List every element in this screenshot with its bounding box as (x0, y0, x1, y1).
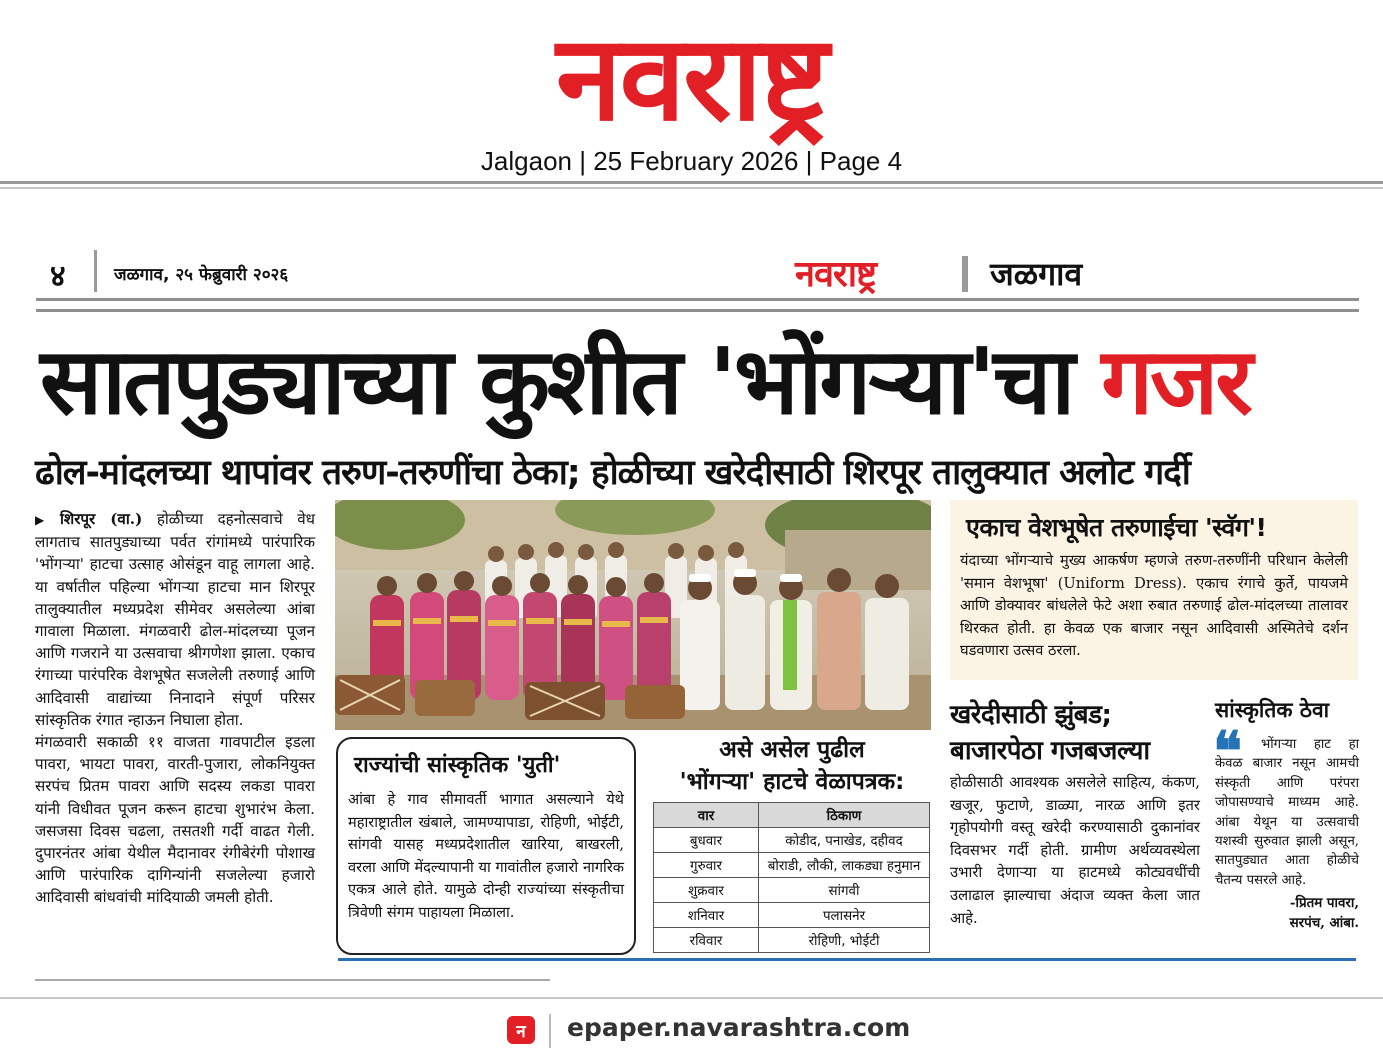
schedule-day: शुक्रवार (654, 878, 759, 903)
schedule-day: शनिवार (654, 903, 759, 928)
schedule-header-row (654, 803, 930, 828)
headline-main: सातपुड्याच्या कुशीत 'भोंगऱ्या'चा (40, 328, 1073, 435)
schedule-title-line-1: असे असेल पुढील (719, 737, 865, 763)
header-rule-2 (36, 309, 1359, 312)
lead-para-1-text: होळीच्या दहनोत्सवाचे वेध लागताच सातपुड्याच्या पर्वत रांगांमध्ये पारंपारिक 'भोंगऱ्या' हाटचा उत्साह ओसंडून वाहू लागला आहे. या वर्षातील पहिल्या भोंगऱ्या हाटचा मान शिरपूर तालुक्यातील मध्यप्रदेश सीमेवर असलेल्या आंबा गावाला मिळाला. मंगळवारी ढोल-मांदलच्या पूजन आणि गजराने या उत्सवाचा श्रीगणेशा झाला. एकाच रंगाच्या पारंपरिक वेशभूषेत सजलेली तरुणाई आणि आदिवासी वाद्यांच्या निनादाने संपूर्ण परिसर सांस्कृतिक रंगात न्हाऊन निघाला होता. (35, 510, 316, 729)
culture-box-text: आंबा हे गाव सीमावर्ती भागात असल्याने येथे महाराष्ट्रातील खंबाले, जामण्यापाडा, रोहिणी, भोईटी, सांगवी यासह मध्यप्रदेशातील खारिया, बाखरली, वरला आणि मेंदल्यापानी या गावांतील हजारो नागरिक एकत्र आले होते. यामुळे दोन्ही राज्यांच्या संस्कृतीचा त्रिवेणी संगम पाहायला मिळाला. (348, 791, 624, 921)
market-title: खरेदीसाठी झुंबड; बाजारपेठा गजबजल्या (950, 700, 1150, 766)
schedule-place: रोहिणी, भोईटी (759, 928, 930, 953)
schedule-day: गुरुवार (654, 853, 759, 878)
schedule-place: बोराडी, लौकी, लाकड्या हनुमान (759, 853, 930, 878)
subheadline: ढोल-मांदलच्या थापांवर तरुण-तरुणींचा ठेका; होळीच्या खरेदीसाठी शिरपूर तालुक्यात अलोट गर्दी (35, 453, 1190, 493)
footer-logo-letter: न (516, 1022, 526, 1042)
market-text: होळीसाठी आवश्यक असलेले साहित्य, कंकण, खजूर, फुटाणे, डाळ्या, नारळ आणि इतर गृहोपयोगी वस्तू खरेदी करण्यासाठी दुकानांवर दिवसभर गर्दी होती. ग्रामीण अर्थव्यवस्थेला उभारी देणाऱ्या या हाटमध्ये कोट्यवधींची उलाढाल झाल्याचा अंदाज व्यक्त केला जात आहे. (950, 774, 1200, 927)
section-rule-grey (35, 979, 550, 981)
dateline: शिरपूर (वा.) (59, 510, 143, 528)
masthead-rule-2 (0, 187, 1383, 189)
signature-name: -प्रितम पावरा, (1289, 895, 1359, 911)
heritage-title: सांस्कृतिक ठेवा (1215, 698, 1330, 722)
culture-box-title: राज्यांची सांस्कृतिक 'युती' (354, 753, 561, 778)
schedule-header-place: ठिकाण (759, 803, 930, 828)
swag-box-title: एकाच वेशभूषेत तरुणाईचा 'स्वॅग'! (966, 513, 1267, 542)
swag-box-text: यंदाच्या भोंगऱ्याचे मुख्य आकर्षण म्हणजे तरुण-तरुणींनी परिधान केलेली 'समान वेशभूषा' (Uniform Dress). एकाच रंगाचे कुर्ते, पायजमे आणि डोक्यावर बांधलेले फेटे अशा रुबात तरुणाई ढोल-मांदलच्या तालावर थिरकत होती. हा केवळ एक बाजार नसून आदिवासी अस्मितेचे दर्शन घडवणारा उत्सव ठरला. (960, 552, 1348, 660)
navarashtra-logo-icon (506, 1015, 536, 1045)
epaper-link[interactable]: epaper.navarashtra.com (567, 1013, 911, 1042)
header-bar (962, 256, 968, 292)
lead-para-2: मंगळवारी सकाळी ११ वाजता गावपाटील इडला पावरा, भायटा पावरा, वारती-पुजारा, लोकनियुक्त सरपंच प्रितम पावरा आणि सदस्य लकडा पावरा यांनी विधीवत पूजन करून हाटचा शुभारंभ केला. जसजसा दिवस चढला, तसतशी गर्दी वाढत गेली. दुपारनंतर आंबा येथील मैदानावर रंगीबेरंगी पोशाख आणि पारंपारिक दागिन्यांनी सजलेल्या हजारो आदिवासी बांधवांची मांदियाळी जमली होती. (35, 733, 315, 907)
swag-box (950, 500, 1358, 680)
headline-highlight: गजर (1101, 328, 1250, 435)
table-row (654, 828, 930, 853)
photo-illustration (335, 500, 931, 730)
table-row (654, 903, 930, 928)
heritage-signature (1215, 893, 1359, 933)
header-city: जळगाव (990, 255, 1083, 293)
schedule-table (653, 802, 930, 953)
heritage-quote-text: भोंगऱ्या हाट हा केवळ बाजार नसून आमची संस्कृती आणि परंपरा जोपासण्याचे माध्यम आहे. आंबा येथून या उत्सवाची यशस्वी सुरुवात झाली असून, सातपुड्यात आता होळीचे चैतन्य पसरले आहे. (1215, 737, 1359, 888)
section-rule-blue (338, 958, 1356, 961)
culture-box (336, 737, 636, 955)
masthead-rule-1 (0, 181, 1383, 184)
schedule-place: पलासनेर (759, 903, 930, 928)
header-logo: नवराष्ट्र (795, 254, 877, 295)
schedule-place: कोडीद, पनाखेड, दहीवद (759, 828, 930, 853)
schedule-title (652, 734, 932, 798)
triangle-right-icon: ▶ (35, 513, 54, 527)
page-date: जळगाव, २५ फेब्रुवारी २०२६ (114, 265, 289, 285)
schedule-title-line-2: 'भोंगऱ्या' हाटचे वेळापत्रक: (679, 769, 905, 795)
table-row (654, 928, 930, 953)
signature-role: सरपंच, आंबा. (1289, 915, 1359, 931)
lead-story (35, 508, 315, 909)
schedule-day: बुधवार (654, 828, 759, 853)
page-number: ४ (50, 259, 66, 294)
quote-icon: ❝ (1213, 719, 1243, 783)
schedule-place: सांगवी (759, 878, 930, 903)
schedule-header-day: वार (654, 803, 759, 828)
header-rule-1 (36, 298, 1359, 301)
headline (40, 322, 1360, 442)
table-row (654, 853, 930, 878)
table-row (654, 878, 930, 903)
footer-rule (0, 997, 1383, 999)
masthead-logo: नवराष्ट्र (556, 9, 827, 147)
schedule-day: रविवार (654, 928, 759, 953)
edition-line: Jalgaon | 25 February 2026 | Page 4 (480, 146, 903, 176)
header-divider (94, 250, 97, 292)
footer-divider (549, 1014, 551, 1048)
lead-para-1 (35, 508, 315, 731)
crowd-photo (335, 500, 931, 730)
